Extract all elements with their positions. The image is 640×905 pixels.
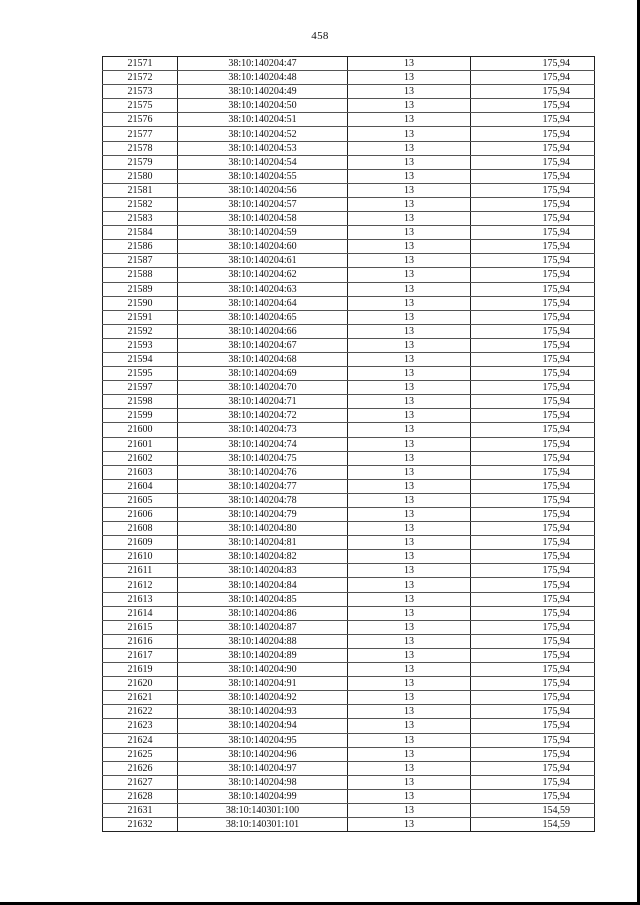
cadastral-number-cell: 38:10:140204:79 — [178, 508, 348, 522]
row-id-cell: 21623 — [103, 719, 178, 733]
value-cell: 175,94 — [471, 747, 595, 761]
cadastral-number-cell: 38:10:140204:67 — [178, 338, 348, 352]
cadastral-number-cell: 38:10:140204:53 — [178, 141, 348, 155]
row-id-cell: 21576 — [103, 113, 178, 127]
row-id-cell: 21580 — [103, 169, 178, 183]
quantity-cell: 13 — [348, 268, 471, 282]
quantity-cell: 13 — [348, 733, 471, 747]
table-row — [103, 789, 595, 803]
table-row — [103, 57, 595, 71]
cadastral-number-cell: 38:10:140204:86 — [178, 606, 348, 620]
quantity-cell: 13 — [348, 409, 471, 423]
quantity-cell: 13 — [348, 99, 471, 113]
table-row — [103, 282, 595, 296]
quantity-cell: 13 — [348, 367, 471, 381]
table-row — [103, 381, 595, 395]
cadastral-number-cell: 38:10:140204:84 — [178, 578, 348, 592]
row-id-cell: 21602 — [103, 451, 178, 465]
value-cell: 175,94 — [471, 226, 595, 240]
cadastral-number-cell: 38:10:140204:95 — [178, 733, 348, 747]
row-id-cell: 21606 — [103, 508, 178, 522]
cadastral-number-cell: 38:10:140204:88 — [178, 634, 348, 648]
table-row — [103, 493, 595, 507]
value-cell: 175,94 — [471, 789, 595, 803]
cadastral-number-cell: 38:10:140204:62 — [178, 268, 348, 282]
quantity-cell: 13 — [348, 212, 471, 226]
table-row — [103, 141, 595, 155]
cadastral-number-cell: 38:10:140204:85 — [178, 592, 348, 606]
table-row — [103, 677, 595, 691]
value-cell: 175,94 — [471, 296, 595, 310]
value-cell: 175,94 — [471, 493, 595, 507]
row-id-cell: 21595 — [103, 367, 178, 381]
cadastral-number-cell: 38:10:140204:73 — [178, 423, 348, 437]
cadastral-number-cell: 38:10:140204:58 — [178, 212, 348, 226]
value-cell: 175,94 — [471, 183, 595, 197]
quantity-cell: 13 — [348, 127, 471, 141]
table-row — [103, 705, 595, 719]
value-cell: 175,94 — [471, 479, 595, 493]
row-id-cell: 21624 — [103, 733, 178, 747]
row-id-cell: 21592 — [103, 324, 178, 338]
cadastral-number-cell: 38:10:140204:74 — [178, 437, 348, 451]
quantity-cell: 13 — [348, 634, 471, 648]
row-id-cell: 21584 — [103, 226, 178, 240]
table-row — [103, 254, 595, 268]
quantity-cell: 13 — [348, 479, 471, 493]
quantity-cell: 13 — [348, 592, 471, 606]
value-cell: 175,94 — [471, 620, 595, 634]
cadastral-number-cell: 38:10:140204:51 — [178, 113, 348, 127]
cadastral-number-cell: 38:10:140204:60 — [178, 240, 348, 254]
row-id-cell: 21632 — [103, 818, 178, 832]
cadastral-number-cell: 38:10:140204:70 — [178, 381, 348, 395]
cadastral-number-cell: 38:10:140204:97 — [178, 761, 348, 775]
table-row — [103, 71, 595, 85]
quantity-cell: 13 — [348, 775, 471, 789]
cadastral-number-cell: 38:10:140204:50 — [178, 99, 348, 113]
quantity-cell: 13 — [348, 296, 471, 310]
value-cell: 175,94 — [471, 437, 595, 451]
quantity-cell: 13 — [348, 183, 471, 197]
row-id-cell: 21620 — [103, 677, 178, 691]
quantity-cell: 13 — [348, 465, 471, 479]
value-cell: 175,94 — [471, 310, 595, 324]
table-row — [103, 296, 595, 310]
quantity-cell: 13 — [348, 508, 471, 522]
row-id-cell: 21575 — [103, 99, 178, 113]
table-row — [103, 592, 595, 606]
value-cell: 175,94 — [471, 451, 595, 465]
row-id-cell: 21613 — [103, 592, 178, 606]
row-id-cell: 21577 — [103, 127, 178, 141]
row-id-cell: 21573 — [103, 85, 178, 99]
table-row — [103, 691, 595, 705]
table-row — [103, 803, 595, 817]
quantity-cell: 13 — [348, 550, 471, 564]
quantity-cell: 13 — [348, 423, 471, 437]
table-row — [103, 395, 595, 409]
row-id-cell: 21586 — [103, 240, 178, 254]
cadastral-number-cell: 38:10:140204:69 — [178, 367, 348, 381]
value-cell: 154,59 — [471, 803, 595, 817]
value-cell: 175,94 — [471, 677, 595, 691]
quantity-cell: 13 — [348, 282, 471, 296]
value-cell: 175,94 — [471, 338, 595, 352]
cadastral-number-cell: 38:10:140204:63 — [178, 282, 348, 296]
table-row — [103, 367, 595, 381]
table-row — [103, 212, 595, 226]
cadastral-number-cell: 38:10:140204:92 — [178, 691, 348, 705]
row-id-cell: 21599 — [103, 409, 178, 423]
table-row — [103, 550, 595, 564]
row-id-cell: 21626 — [103, 761, 178, 775]
row-id-cell: 21594 — [103, 352, 178, 366]
quantity-cell: 13 — [348, 57, 471, 71]
value-cell: 175,94 — [471, 564, 595, 578]
row-id-cell: 21628 — [103, 789, 178, 803]
quantity-cell: 13 — [348, 747, 471, 761]
row-id-cell: 21612 — [103, 578, 178, 592]
value-cell: 175,94 — [471, 99, 595, 113]
table-row — [103, 818, 595, 832]
table-row — [103, 338, 595, 352]
quantity-cell: 13 — [348, 522, 471, 536]
cadastral-number-cell: 38:10:140204:75 — [178, 451, 348, 465]
quantity-cell: 13 — [348, 338, 471, 352]
quantity-cell: 13 — [348, 254, 471, 268]
quantity-cell: 13 — [348, 197, 471, 211]
cadastral-number-cell: 38:10:140204:55 — [178, 169, 348, 183]
value-cell: 175,94 — [471, 634, 595, 648]
row-id-cell: 21572 — [103, 71, 178, 85]
value-cell: 175,94 — [471, 268, 595, 282]
quantity-cell: 13 — [348, 85, 471, 99]
row-id-cell: 21622 — [103, 705, 178, 719]
value-cell: 175,94 — [471, 212, 595, 226]
quantity-cell: 13 — [348, 705, 471, 719]
value-cell: 175,94 — [471, 522, 595, 536]
quantity-cell: 13 — [348, 141, 471, 155]
row-id-cell: 21609 — [103, 536, 178, 550]
row-id-cell: 21590 — [103, 296, 178, 310]
page-number: 458 — [311, 30, 329, 42]
value-cell: 175,94 — [471, 141, 595, 155]
quantity-cell: 13 — [348, 451, 471, 465]
value-cell: 175,94 — [471, 197, 595, 211]
row-id-cell: 21614 — [103, 606, 178, 620]
quantity-cell: 13 — [348, 719, 471, 733]
row-id-cell: 21588 — [103, 268, 178, 282]
row-id-cell: 21608 — [103, 522, 178, 536]
row-id-cell: 21604 — [103, 479, 178, 493]
row-id-cell: 21591 — [103, 310, 178, 324]
quantity-cell: 13 — [348, 113, 471, 127]
row-id-cell: 21619 — [103, 663, 178, 677]
cadastral-number-cell: 38:10:140204:59 — [178, 226, 348, 240]
row-id-cell: 21593 — [103, 338, 178, 352]
quantity-cell: 13 — [348, 789, 471, 803]
cadastral-number-cell: 38:10:140204:80 — [178, 522, 348, 536]
table-row — [103, 99, 595, 113]
quantity-cell: 13 — [348, 761, 471, 775]
value-cell: 175,94 — [471, 381, 595, 395]
row-id-cell: 21581 — [103, 183, 178, 197]
cadastral-number-cell: 38:10:140204:47 — [178, 57, 348, 71]
value-cell: 175,94 — [471, 367, 595, 381]
cadastral-number-cell: 38:10:140204:98 — [178, 775, 348, 789]
quantity-cell: 13 — [348, 437, 471, 451]
value-cell: 175,94 — [471, 324, 595, 338]
row-id-cell: 21601 — [103, 437, 178, 451]
quantity-cell: 13 — [348, 663, 471, 677]
value-cell: 175,94 — [471, 663, 595, 677]
table-row — [103, 465, 595, 479]
cadastral-number-cell: 38:10:140204:71 — [178, 395, 348, 409]
cadastral-number-cell: 38:10:140204:93 — [178, 705, 348, 719]
table-row — [103, 564, 595, 578]
value-cell: 175,94 — [471, 113, 595, 127]
cadastral-number-cell: 38:10:140204:81 — [178, 536, 348, 550]
value-cell: 175,94 — [471, 606, 595, 620]
table-row — [103, 183, 595, 197]
value-cell: 175,94 — [471, 536, 595, 550]
value-cell: 175,94 — [471, 775, 595, 789]
cadastral-number-cell: 38:10:140204:56 — [178, 183, 348, 197]
value-cell: 175,94 — [471, 761, 595, 775]
quantity-cell: 13 — [348, 620, 471, 634]
value-cell: 175,94 — [471, 648, 595, 662]
table-row — [103, 226, 595, 240]
table-row — [103, 508, 595, 522]
registry-table — [102, 56, 595, 832]
row-id-cell: 21598 — [103, 395, 178, 409]
value-cell: 175,94 — [471, 352, 595, 366]
table-row — [103, 606, 595, 620]
row-id-cell: 21627 — [103, 775, 178, 789]
cadastral-number-cell: 38:10:140204:49 — [178, 85, 348, 99]
value-cell: 175,94 — [471, 254, 595, 268]
value-cell: 175,94 — [471, 550, 595, 564]
cadastral-number-cell: 38:10:140204:77 — [178, 479, 348, 493]
quantity-cell: 13 — [348, 648, 471, 662]
quantity-cell: 13 — [348, 691, 471, 705]
value-cell: 175,94 — [471, 409, 595, 423]
row-id-cell: 21587 — [103, 254, 178, 268]
value-cell: 175,94 — [471, 57, 595, 71]
table-row — [103, 634, 595, 648]
table-row — [103, 578, 595, 592]
row-id-cell: 21631 — [103, 803, 178, 817]
quantity-cell: 13 — [348, 310, 471, 324]
cadastral-number-cell: 38:10:140204:48 — [178, 71, 348, 85]
value-cell: 175,94 — [471, 423, 595, 437]
quantity-cell: 13 — [348, 803, 471, 817]
value-cell: 175,94 — [471, 508, 595, 522]
table-row — [103, 240, 595, 254]
table-row — [103, 324, 595, 338]
registry-table-body — [103, 57, 595, 832]
value-cell: 175,94 — [471, 127, 595, 141]
value-cell: 175,94 — [471, 71, 595, 85]
quantity-cell: 13 — [348, 240, 471, 254]
value-cell: 175,94 — [471, 592, 595, 606]
cadastral-number-cell: 38:10:140204:90 — [178, 663, 348, 677]
cadastral-number-cell: 38:10:140301:101 — [178, 818, 348, 832]
row-id-cell: 21600 — [103, 423, 178, 437]
cadastral-number-cell: 38:10:140204:52 — [178, 127, 348, 141]
cadastral-number-cell: 38:10:140204:54 — [178, 155, 348, 169]
quantity-cell: 13 — [348, 606, 471, 620]
cadastral-number-cell: 38:10:140204:94 — [178, 719, 348, 733]
table-row — [103, 155, 595, 169]
table-row — [103, 268, 595, 282]
cadastral-number-cell: 38:10:140204:65 — [178, 310, 348, 324]
row-id-cell: 21625 — [103, 747, 178, 761]
value-cell: 175,94 — [471, 705, 595, 719]
row-id-cell: 21583 — [103, 212, 178, 226]
table-row — [103, 310, 595, 324]
row-id-cell: 21578 — [103, 141, 178, 155]
row-id-cell: 21621 — [103, 691, 178, 705]
quantity-cell: 13 — [348, 578, 471, 592]
table-row — [103, 620, 595, 634]
table-row — [103, 423, 595, 437]
value-cell: 175,94 — [471, 691, 595, 705]
row-id-cell: 21605 — [103, 493, 178, 507]
row-id-cell: 21610 — [103, 550, 178, 564]
cadastral-number-cell: 38:10:140301:100 — [178, 803, 348, 817]
table-row — [103, 113, 595, 127]
cadastral-number-cell: 38:10:140204:96 — [178, 747, 348, 761]
cadastral-number-cell: 38:10:140204:57 — [178, 197, 348, 211]
quantity-cell: 13 — [348, 493, 471, 507]
quantity-cell: 13 — [348, 536, 471, 550]
cadastral-number-cell: 38:10:140204:82 — [178, 550, 348, 564]
row-id-cell: 21615 — [103, 620, 178, 634]
table-row — [103, 479, 595, 493]
cadastral-number-cell: 38:10:140204:72 — [178, 409, 348, 423]
value-cell: 175,94 — [471, 169, 595, 183]
table-row — [103, 85, 595, 99]
value-cell: 175,94 — [471, 719, 595, 733]
cadastral-number-cell: 38:10:140204:87 — [178, 620, 348, 634]
quantity-cell: 13 — [348, 395, 471, 409]
row-id-cell: 21597 — [103, 381, 178, 395]
table-row — [103, 663, 595, 677]
value-cell: 154,59 — [471, 818, 595, 832]
table-row — [103, 761, 595, 775]
quantity-cell: 13 — [348, 169, 471, 183]
quantity-cell: 13 — [348, 381, 471, 395]
value-cell: 175,94 — [471, 465, 595, 479]
table-row — [103, 352, 595, 366]
row-id-cell: 21582 — [103, 197, 178, 211]
quantity-cell: 13 — [348, 818, 471, 832]
quantity-cell: 13 — [348, 226, 471, 240]
row-id-cell: 21571 — [103, 57, 178, 71]
quantity-cell: 13 — [348, 71, 471, 85]
cadastral-number-cell: 38:10:140204:99 — [178, 789, 348, 803]
quantity-cell: 13 — [348, 155, 471, 169]
table-row — [103, 409, 595, 423]
table-row — [103, 747, 595, 761]
value-cell: 175,94 — [471, 240, 595, 254]
row-id-cell: 21617 — [103, 648, 178, 662]
row-id-cell: 21603 — [103, 465, 178, 479]
value-cell: 175,94 — [471, 85, 595, 99]
table-row — [103, 522, 595, 536]
row-id-cell: 21611 — [103, 564, 178, 578]
cadastral-number-cell: 38:10:140204:61 — [178, 254, 348, 268]
table-row — [103, 197, 595, 211]
quantity-cell: 13 — [348, 677, 471, 691]
quantity-cell: 13 — [348, 324, 471, 338]
table-row — [103, 536, 595, 550]
value-cell: 175,94 — [471, 395, 595, 409]
table-row — [103, 775, 595, 789]
cadastral-number-cell: 38:10:140204:64 — [178, 296, 348, 310]
table-row — [103, 719, 595, 733]
table-row — [103, 451, 595, 465]
quantity-cell: 13 — [348, 564, 471, 578]
table-row — [103, 648, 595, 662]
value-cell: 175,94 — [471, 733, 595, 747]
cadastral-number-cell: 38:10:140204:76 — [178, 465, 348, 479]
cadastral-number-cell: 38:10:140204:83 — [178, 564, 348, 578]
row-id-cell: 21579 — [103, 155, 178, 169]
table-row — [103, 169, 595, 183]
cadastral-number-cell: 38:10:140204:78 — [178, 493, 348, 507]
table-row — [103, 733, 595, 747]
table-row — [103, 127, 595, 141]
row-id-cell: 21589 — [103, 282, 178, 296]
value-cell: 175,94 — [471, 578, 595, 592]
table-row — [103, 437, 595, 451]
value-cell: 175,94 — [471, 282, 595, 296]
cadastral-number-cell: 38:10:140204:89 — [178, 648, 348, 662]
cadastral-number-cell: 38:10:140204:66 — [178, 324, 348, 338]
cadastral-number-cell: 38:10:140204:91 — [178, 677, 348, 691]
quantity-cell: 13 — [348, 352, 471, 366]
value-cell: 175,94 — [471, 155, 595, 169]
cadastral-number-cell: 38:10:140204:68 — [178, 352, 348, 366]
row-id-cell: 21616 — [103, 634, 178, 648]
